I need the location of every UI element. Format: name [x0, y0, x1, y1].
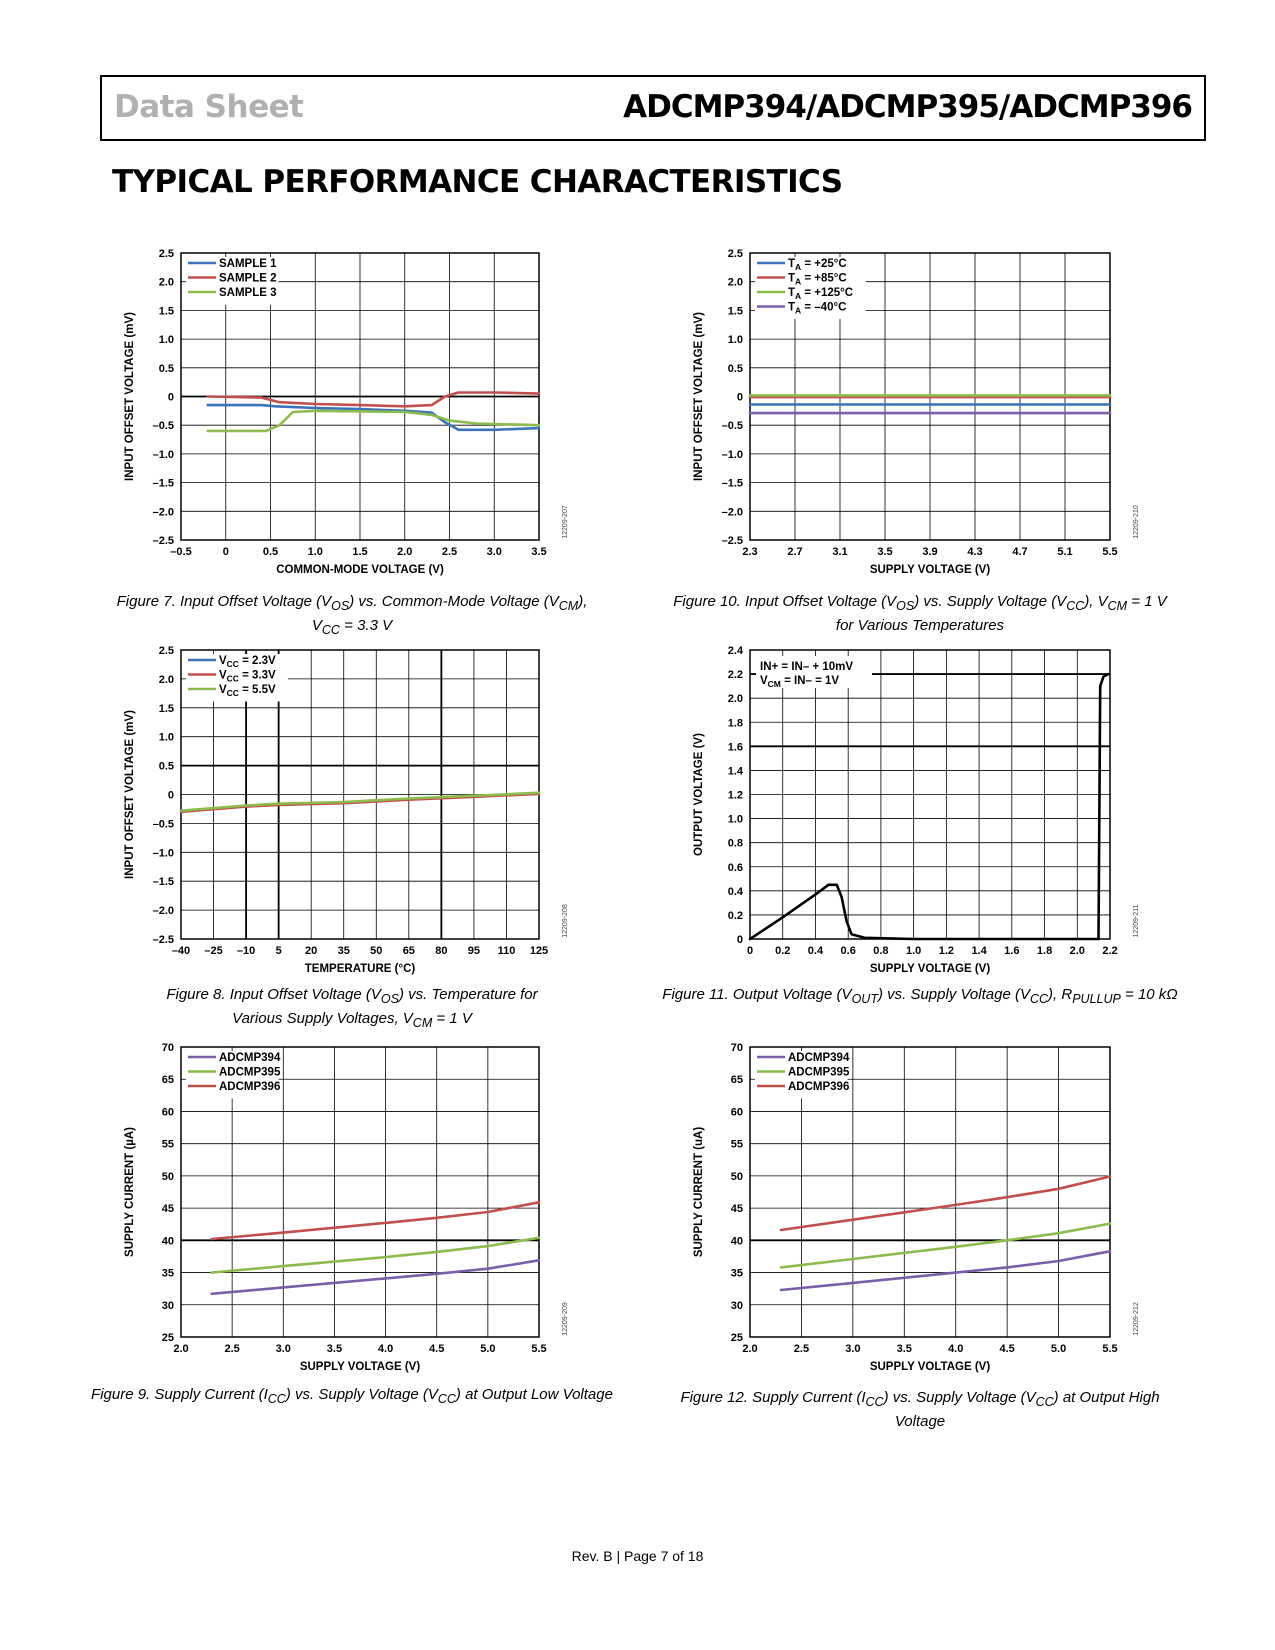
figure-caption-12: Figure 12. Supply Current $(I_{CC})$ vs. Supply Voltage $(V_{CC})$ at Output High Voltage	[680, 1389, 1160, 1430]
x-tick-label: 1.0	[307, 546, 323, 558]
x-axis-label: SUPPLY VOLTAGE (V)	[299, 1361, 421, 1373]
y-tick-label: 40	[161, 1235, 174, 1248]
y-tick-label: 0.5	[158, 362, 174, 375]
y-tick-label: 55	[730, 1138, 743, 1151]
y-tick-label: 1.0	[727, 334, 743, 347]
annotation-line-1: IN+ = IN– + 10mV	[760, 661, 854, 673]
x-tick-label: 3.1	[832, 546, 848, 558]
legend	[755, 257, 866, 319]
x-tick-label: 3.0	[275, 1343, 291, 1355]
y-tick-label: 25	[161, 1332, 174, 1344]
y-tick-label: 50	[730, 1170, 743, 1183]
x-tick-label: 1.4	[971, 945, 987, 957]
figure-10	[660, 233, 1150, 600]
header-doc-type: Data Sheet	[114, 89, 304, 125]
legend-label: SAMPLE 1	[219, 258, 277, 270]
x-tick-label: 3.5	[877, 546, 893, 558]
legend-label: ADCMP396	[219, 1081, 281, 1093]
legend-label: ADCMP395	[788, 1066, 850, 1079]
x-tick-label: 3.0	[486, 546, 502, 558]
x-tick-label: 5.0	[480, 1343, 496, 1355]
legend	[186, 654, 288, 702]
x-tick-label: 65	[402, 945, 415, 957]
y-tick-label: –1.0	[721, 448, 743, 461]
y-tick-label: 45	[161, 1203, 174, 1216]
x-tick-label: –10	[236, 945, 256, 957]
section-title: TYPICAL PERFORMANCE CHARACTERISTICS	[112, 164, 843, 200]
legend-label: $V_{CC} = 3.3V$	[219, 669, 276, 684]
y-tick-label: 60	[161, 1106, 174, 1119]
x-tick-label: 20	[305, 945, 318, 957]
x-tick-label: 35	[337, 945, 350, 957]
figure-code: 12209-210	[1133, 505, 1140, 539]
x-tick-label: 3.0	[845, 1343, 861, 1355]
y-tick-label: –0.5	[721, 420, 743, 433]
y-tick-label: 35	[730, 1267, 743, 1280]
y-tick-label: 0.8	[727, 837, 743, 850]
y-tick-label: 1.5	[158, 702, 174, 715]
y-axis-label: INPUT OFFSET VOLTAGE (mV)	[124, 312, 136, 481]
figure-caption-7: Figure 7. Input Offset Voltage $(V_{OS})$ vs. Common-Mode Voltage $(V_{CM})$, $V_{CC} = 3.3$ V	[116, 593, 588, 637]
series-line-2	[781, 1177, 1110, 1231]
y-tick-label: 30	[161, 1299, 174, 1312]
y-tick-label: –1.5	[721, 477, 743, 490]
x-tick-label: 2.0	[397, 546, 413, 558]
x-tick-label: 0.8	[873, 945, 889, 957]
y-tick-label: 1.0	[727, 813, 743, 826]
y-tick-label: 1.8	[727, 717, 743, 730]
legend	[755, 1051, 850, 1099]
header-part-numbers: ADCMP394/ADCMP395/ADCMP396	[623, 89, 1192, 125]
y-tick-label: 35	[161, 1267, 174, 1280]
y-tick-label: 50	[161, 1170, 174, 1183]
x-tick-label: 2.0	[742, 1343, 758, 1355]
series-line-0	[208, 405, 539, 430]
figure-caption-8: Figure 8. Input Offset Voltage $(V_{OS})$ vs. Temperature for Various Supply Voltages, $V_{CM} = 1$ V	[166, 986, 538, 1030]
figure-caption-9: Figure 9. Supply Current $(I_{CC})$ vs. Supply Voltage $(V_{CC})$ at Output Low Voltage	[91, 1386, 613, 1406]
x-tick-label: 4.3	[967, 546, 983, 558]
figure-7	[91, 233, 579, 600]
x-axis-label: SUPPLY VOLTAGE (V)	[869, 1361, 991, 1373]
x-tick-label: 3.5	[896, 1343, 912, 1355]
chart-svg-12	[660, 1027, 1150, 1392]
y-tick-label: 55	[161, 1138, 174, 1151]
y-axis-label: OUTPUT VOLTAGE (V)	[693, 733, 705, 856]
y-tick-label: 2.5	[158, 645, 174, 657]
x-tick-label: 0	[222, 546, 229, 558]
legend-label: ADCMP394	[788, 1052, 850, 1064]
x-tick-label: 4.0	[377, 1343, 394, 1355]
legend	[186, 1051, 281, 1099]
annotation-line-2: $V_{CM} = IN- = 1V$	[760, 675, 840, 689]
y-tick-label: 0.4	[727, 885, 743, 898]
x-tick-label: 5.0	[1050, 1343, 1067, 1355]
legend	[186, 257, 279, 305]
y-tick-label: 1.4	[727, 765, 743, 778]
x-tick-label: 125	[529, 945, 549, 957]
x-tick-label: –0.5	[170, 546, 192, 558]
x-tick-label: 5.5	[531, 1343, 547, 1355]
figure-code: 12209-208	[562, 904, 569, 938]
y-tick-label: 2.5	[158, 248, 174, 260]
y-tick-label: 0	[167, 391, 174, 404]
x-tick-label: 80	[435, 945, 448, 957]
x-axis-label: SUPPLY VOLTAGE (V)	[869, 564, 991, 576]
legend-label: $V_{CC} = 2.3V$	[219, 655, 276, 669]
y-tick-label: –1.0	[152, 448, 174, 461]
y-tick-label: 40	[730, 1235, 743, 1248]
x-tick-label: 0.4	[807, 945, 824, 957]
series-line-0	[212, 1260, 539, 1294]
y-tick-label: 60	[730, 1106, 743, 1119]
y-tick-label: –0.5	[152, 420, 174, 433]
y-tick-label: –1.0	[152, 847, 174, 860]
y-tick-label: 2.0	[158, 673, 174, 686]
x-tick-label: 2.3	[742, 546, 758, 558]
x-tick-label: 1.0	[905, 945, 922, 957]
x-tick-label: 4.5	[429, 1343, 445, 1355]
y-tick-label: –2.0	[721, 506, 743, 519]
y-tick-label: 2.0	[727, 693, 743, 706]
x-tick-label: 110	[497, 945, 516, 957]
y-tick-label: 2.4	[727, 645, 743, 657]
series-line-1	[181, 794, 539, 812]
y-tick-label: 2.0	[727, 276, 743, 289]
y-tick-label: 0.2	[727, 909, 743, 922]
y-tick-label: 65	[161, 1074, 174, 1087]
x-tick-label: 2.5	[224, 1343, 240, 1355]
x-axis-label: SUPPLY VOLTAGE (V)	[869, 963, 991, 975]
figure-9	[91, 1027, 579, 1397]
x-tick-label: 95	[467, 945, 481, 957]
figure-caption-11: Figure 11. Output Voltage $(V_{OUT})$ vs. Supply Voltage $(V_{CC})$, $R_{PULLUP} = 10$ kΩ	[662, 986, 1178, 1006]
y-tick-label: 1.5	[727, 305, 743, 318]
y-axis-label: SUPPLY CURRENT (uA)	[693, 1126, 705, 1258]
figure-12	[660, 1027, 1150, 1397]
y-tick-label: 0.6	[727, 861, 743, 874]
legend-label: SAMPLE 2	[219, 272, 277, 285]
page-header	[100, 75, 1206, 141]
y-tick-label: 2.0	[158, 276, 174, 289]
chart-svg-9	[91, 1027, 579, 1392]
x-tick-label: 5	[275, 945, 282, 957]
y-tick-label: 0.5	[727, 362, 743, 375]
y-tick-label: –2.0	[152, 506, 174, 519]
chart-svg-10	[660, 233, 1150, 595]
y-tick-label: 0	[736, 934, 743, 946]
y-tick-label: 65	[730, 1074, 743, 1087]
series-line-2	[208, 411, 539, 431]
x-tick-label: 50	[370, 945, 383, 957]
x-tick-label: 1.6	[1004, 945, 1020, 957]
chart-svg-11	[660, 630, 1150, 994]
x-tick-label: 0.2	[775, 945, 791, 957]
y-tick-label: 70	[730, 1042, 743, 1054]
figure-caption-10: Figure 10. Input Offset Voltage $(V_{OS})$ vs. Supply Voltage $(V_{CC})$, $V_{CM} = 1$ V for Various Temperatures	[673, 593, 1167, 634]
y-tick-label: 30	[730, 1299, 743, 1312]
x-tick-label: 5.5	[1102, 546, 1118, 558]
y-axis-label: SUPPLY CURRENT (µA)	[124, 1127, 136, 1257]
y-tick-label: –2.0	[152, 905, 174, 918]
y-tick-label: 0.5	[158, 760, 174, 773]
x-tick-label: 1.8	[1036, 945, 1053, 957]
x-axis-label: TEMPERATURE (°C)	[304, 963, 416, 975]
figure-code: 12209-207	[562, 505, 569, 539]
x-tick-label: –40	[171, 945, 191, 957]
x-axis-label: COMMON-MODE VOLTAGE (V)	[276, 564, 444, 576]
x-tick-label: 0.6	[840, 945, 856, 957]
series-line-0	[750, 674, 1108, 939]
chart-svg-7	[91, 233, 579, 595]
x-tick-label: 4.7	[1012, 546, 1028, 558]
y-tick-label: 1.2	[727, 789, 743, 802]
y-tick-label: 45	[730, 1203, 743, 1216]
x-tick-label: 0.5	[262, 546, 279, 558]
y-axis-label: INPUT OFFSET VOLTAGE (mV)	[693, 312, 705, 481]
x-tick-label: 4.0	[948, 1343, 964, 1355]
y-tick-label: 2.5	[727, 248, 743, 260]
x-tick-label: –25	[204, 945, 223, 957]
y-tick-label: –1.5	[152, 477, 174, 490]
figure-8	[91, 630, 579, 999]
x-tick-label: 4.5	[999, 1343, 1015, 1355]
legend-label: ADCMP395	[219, 1066, 281, 1079]
x-tick-label: 0	[746, 945, 754, 957]
x-tick-label: 2.5	[793, 1343, 810, 1355]
x-tick-label: 5.1	[1057, 546, 1073, 558]
y-tick-label: –0.5	[152, 818, 174, 831]
y-tick-label: 1.0	[158, 731, 174, 744]
x-tick-label: 3.5	[531, 546, 547, 558]
figure-11	[660, 630, 1150, 999]
legend-label: $V_{CC} = 5.5V$	[219, 684, 276, 698]
y-axis-label: INPUT OFFSET VOLTAGE (mV)	[124, 710, 136, 879]
y-tick-label: –1.5	[152, 876, 174, 889]
legend-label: $T_A = +25^\circ C$	[788, 258, 847, 272]
page-footer: Rev. B | Page 7 of 18	[571, 1548, 704, 1564]
y-tick-label: 0	[167, 789, 174, 802]
legend-label: $T_A = +85^\circ C$	[788, 272, 847, 287]
y-tick-label: 25	[730, 1332, 743, 1344]
x-tick-label: 2.2	[1102, 945, 1118, 957]
x-tick-label: 5.5	[1102, 1343, 1118, 1355]
x-tick-label: 1.5	[352, 546, 368, 558]
y-tick-label: 2.2	[727, 669, 743, 682]
y-tick-label: 1.0	[158, 334, 174, 347]
y-tick-label: 70	[161, 1042, 174, 1054]
x-tick-label: 2.7	[787, 546, 803, 558]
y-tick-label: 1.6	[727, 741, 743, 754]
legend-label: ADCMP396	[788, 1081, 850, 1093]
legend-label: $T_A = -40^\circ C$	[788, 301, 847, 316]
y-tick-label: –2.5	[721, 535, 743, 547]
figure-code: 12209-211	[1133, 904, 1140, 938]
x-tick-label: 1.2	[938, 945, 955, 957]
y-tick-label: 1.5	[158, 305, 174, 318]
series-line-0	[781, 1251, 1110, 1290]
x-tick-label: 3.9	[922, 546, 938, 558]
x-tick-label: 2.0	[173, 1343, 189, 1355]
x-tick-label: 2.0	[1069, 945, 1085, 957]
x-tick-label: 3.5	[326, 1343, 343, 1355]
y-tick-label: 0	[736, 391, 743, 404]
x-tick-label: 2.5	[441, 546, 458, 558]
figure-code: 12209-212	[1133, 1302, 1140, 1336]
y-tick-label: –2.5	[152, 535, 174, 547]
legend-label: SAMPLE 3	[219, 287, 277, 299]
legend-label: ADCMP394	[219, 1052, 281, 1064]
legend-label: $T_A = +125^\circ C$	[788, 287, 854, 301]
chart-svg-8	[91, 630, 579, 994]
y-tick-label: –2.5	[152, 934, 174, 946]
figure-code: 12209-209	[562, 1302, 569, 1336]
